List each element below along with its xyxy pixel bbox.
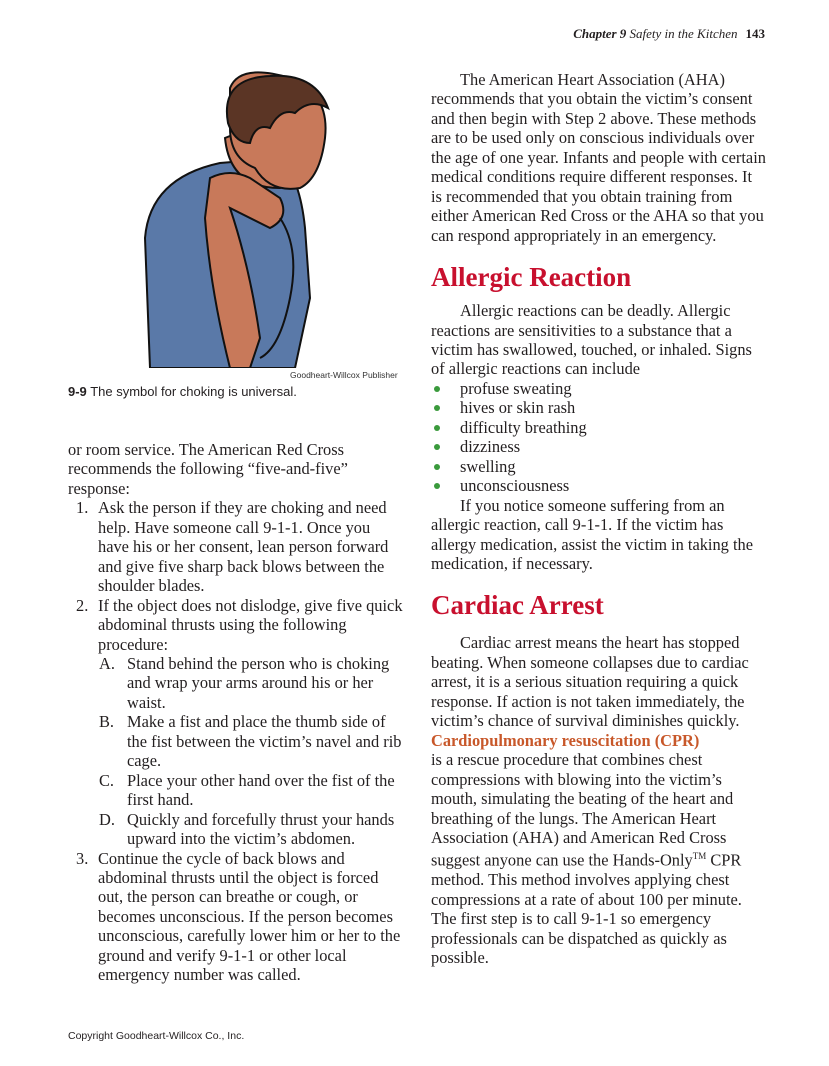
substep-letter: B.	[99, 712, 115, 732]
step-text: If the object does not dislodge, give five quick abdominal thrusts using the following procedure:	[98, 595, 403, 654]
step-1	[68, 498, 404, 595]
substep-c	[68, 771, 404, 810]
substep-text: Stand behind the person who is choking and wrap your arms around his or her waist.	[127, 653, 390, 712]
paragraph: The American Heart Association (AHA) recommends that you obtain the victim’s consent and then begin with Step 2 above. These methods are to be used only on conscious individuals over the age of one year. Infants and people with certain medical conditions require different responses. It is recommended that you obtain training from either American Red Cross or the AHA so that you can respond appropriately in an emergency.	[431, 70, 766, 245]
figure-caption-text: The symbol for choking is universal.	[90, 384, 297, 399]
paragraph: Cardiac arrest means the heart has stopped beating. When someone collapses due to cardiac arrest, it is a serious situation requiring a quick response. If action is not taken immediately, the victim’s chance of survival diminishes quickly.	[431, 633, 749, 731]
section-heading-cardiac-arrest: Cardiac Arrest	[431, 590, 604, 621]
figure-number: 9-9	[68, 384, 87, 399]
paragraph: If you notice someone suffering from an allergic reaction, call 9-1-1. If the victim has allergy medication, assist the victim in taking the medication, if necessary.	[431, 495, 753, 573]
list-item: dizziness	[431, 437, 767, 456]
substep-text: Quickly and forcefully thrust your hands upward into the victim’s abdomen.	[127, 809, 395, 849]
figure-caption	[68, 384, 297, 399]
paragraph: Allergic reactions can be deadly. Allergic reactions are sensitivities to a substance that a victim has swallowed, touched, or inhaled. Signs of allergic reactions can include	[431, 301, 752, 379]
substep-letter: A.	[99, 653, 115, 673]
left-column	[68, 440, 404, 985]
trademark: TM	[692, 851, 707, 862]
paragraph: or room service. The American Red Cross recommends the following “five-and-five” response:	[68, 440, 348, 498]
list-item: hives or skin rash	[431, 398, 767, 417]
step-number: 3.	[76, 848, 89, 868]
section-heading-allergic-reaction: Allergic Reaction	[431, 262, 632, 293]
allergic-signs-list	[431, 379, 767, 496]
step-2	[68, 596, 404, 654]
paragraph-text: is a rescue procedure that combines chest compressions with blowing into the victim’s mouth, simulating the beating of the heart and breathing of the lungs. The American Heart Association (AHA) and American Red Cross suggest anyone can use the Hands-Only	[431, 750, 734, 870]
list-item: unconsciousness	[431, 476, 767, 495]
cpr-paragraph	[431, 731, 767, 968]
choking-illustration	[130, 68, 405, 368]
figure-credit: Goodheart-Willcox Publisher	[290, 370, 398, 380]
substep-text: Make a fist and place the thumb side of the fist between the victim’s navel and rib cage.	[127, 712, 402, 771]
right-column	[431, 70, 767, 968]
chapter-label: Chapter 9	[573, 26, 627, 41]
list-item: difficulty breathing	[431, 418, 767, 437]
list-item: profuse sweating	[431, 379, 767, 398]
substep-letter: D.	[99, 809, 115, 829]
key-term: Cardiopulmonary resuscitation (CPR)	[431, 730, 700, 750]
step-number: 1.	[76, 498, 89, 518]
step-3	[68, 849, 404, 985]
substep-a	[68, 654, 404, 712]
page-number: 143	[745, 26, 765, 41]
step-text: Continue the cycle of back blows and abdominal thrusts until the object is forced out, the person can breathe or cough, or becomes unconscious. If the person becomes unconscious, carefully lower him or her to the ground and verify 9-1-1 or other local emergency number was called.	[98, 848, 401, 985]
step-number: 2.	[76, 595, 89, 615]
substep-letter: C.	[99, 770, 115, 790]
running-header	[573, 26, 765, 42]
substep-b	[68, 712, 404, 770]
paragraph-text: CPR method. This method involves applying chest compressions at a rate of about 100 per minute. The first step is to call 9-1-1 so emergency professionals can be dispatched as quickly as possible.	[431, 850, 742, 968]
substep-d	[68, 810, 404, 849]
step-text: Ask the person if they are choking and need help. Have someone call 9-1-1. Once you have his or her consent, lean person forward and give five sharp back blows between the shoulder blades.	[98, 498, 389, 596]
chapter-title: Safety in the Kitchen	[629, 26, 738, 41]
copyright-footer: Copyright Goodheart-Willcox Co., Inc.	[68, 1030, 245, 1042]
substep-text: Place your other hand over the fist of the first hand.	[127, 770, 395, 810]
list-item: swelling	[431, 457, 767, 476]
